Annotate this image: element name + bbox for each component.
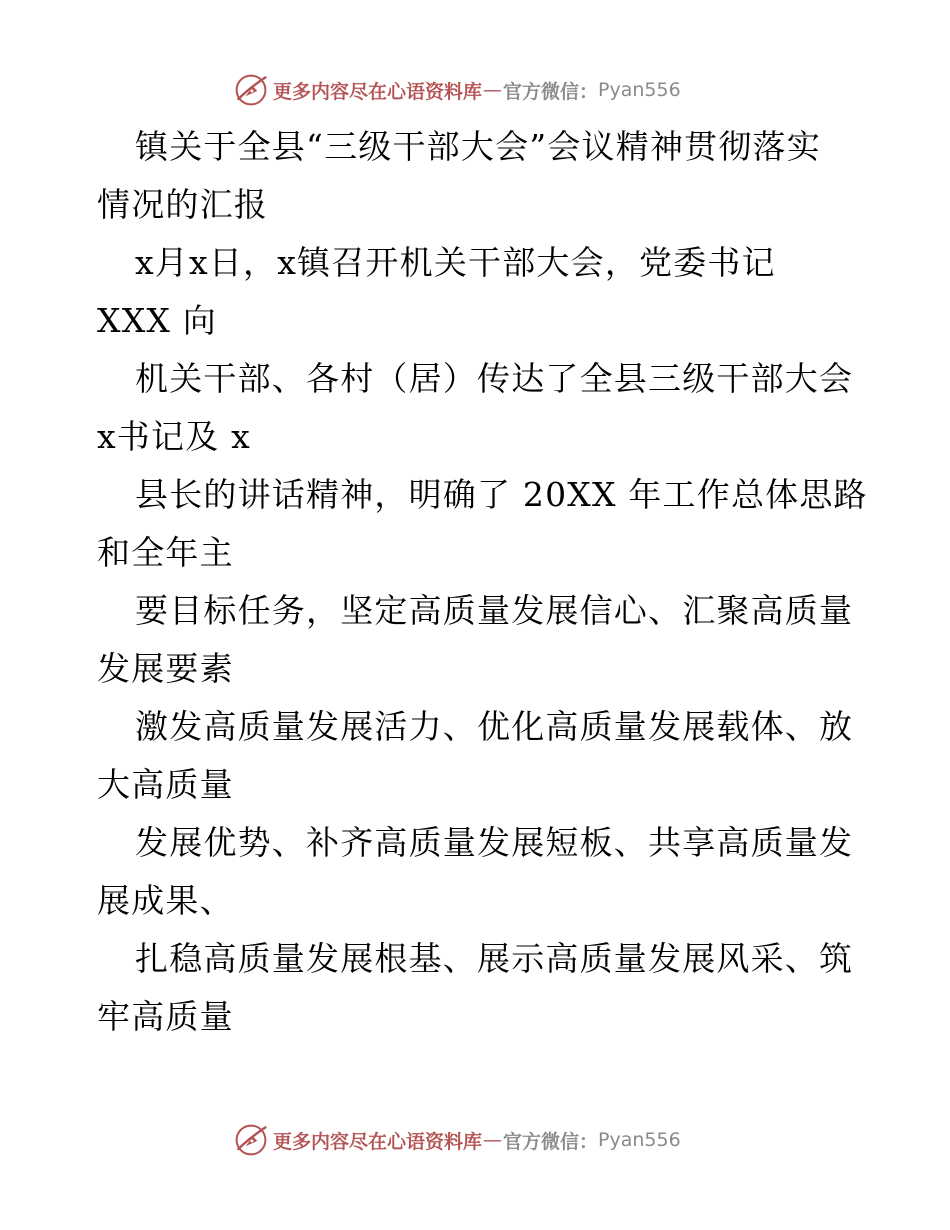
doc-line: 大高质量 (97, 765, 234, 804)
doc-line: 展成果、 (97, 881, 234, 920)
watermark-title: 更多内容尽在心语资料库 (273, 1130, 483, 1153)
doc-line: x书记及 x (97, 417, 251, 456)
pen-nib-logo-icon (233, 1122, 269, 1158)
doc-line: 发展要素 (97, 649, 234, 688)
watermark-wechat-label: 官方微信： (503, 1130, 599, 1153)
doc-line: 情况的汇报 (97, 185, 268, 224)
watermark-title: 更多内容尽在心语资料库 (273, 80, 483, 103)
doc-line: 要目标任务，坚定高质量发展信心、汇聚高质量 (135, 591, 854, 630)
watermark-wechat-label: 官方微信： (503, 80, 599, 103)
doc-line: XXX 向 (97, 301, 217, 340)
doc-line: 镇关于全县“三级干部大会”会议精神贯彻落实 (135, 127, 821, 166)
watermark-wechat-id: Pyan556 (598, 1129, 681, 1151)
doc-line: 牢高质量 (97, 997, 234, 1036)
doc-line: 发展优势、补齐高质量发展短板、共享高质量发 (135, 823, 854, 862)
footer-watermark (233, 1120, 681, 1160)
doc-line: 和全年主 (97, 533, 234, 572)
doc-line: 县长的讲话精神，明确了 20XX 年工作总体思路 (135, 475, 868, 514)
doc-line: 机关干部、各村（居）传达了全县三级干部大会 (135, 359, 854, 398)
pen-nib-logo-icon (233, 72, 269, 108)
doc-line: 激发高质量发展活力、优化高质量发展载体、放 (135, 707, 854, 746)
doc-line: 扎稳高质量发展根基、展示高质量发展风采、筑 (135, 939, 854, 978)
watermark-dash: — (483, 79, 503, 101)
watermark-dash: — (483, 1129, 503, 1151)
watermark-wechat-id: Pyan556 (598, 79, 681, 101)
document-body (97, 118, 867, 1046)
doc-line: x月x日，x镇召开机关干部大会，党委书记 (135, 243, 776, 282)
header-watermark (233, 70, 681, 110)
